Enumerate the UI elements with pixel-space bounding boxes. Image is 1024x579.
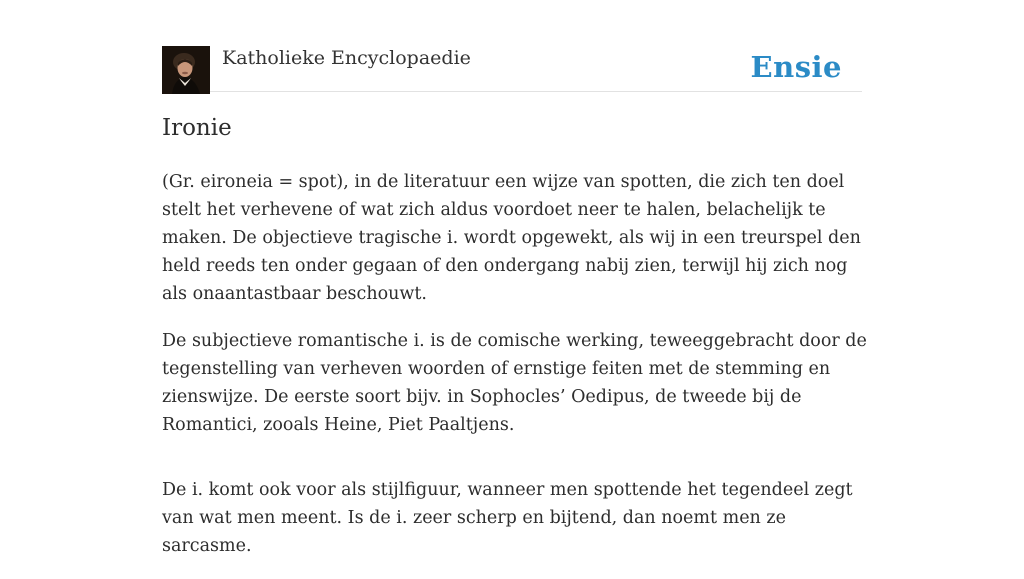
article-title: Ironie — [162, 115, 232, 141]
site-name[interactable]: Katholieke Encyclopaedie — [222, 47, 471, 69]
ensie-logo[interactable]: Ensie — [750, 50, 842, 84]
article-paragraph: De i. komt ook voor als stijlfiguur, wanneer men spottende het tegendeel zegt van wat men meent. Is de i. zeer scherp en bijtend, dan noemt men ze sarcasme. — [162, 480, 853, 556]
article-paragraph: (Gr. eironeia = spot), in de literatuur een wijze van spotten, die zich ten doel stelt het verhevene of wat zich aldus voordoet neer te halen, belachelijk te maken. De objectieve tragische i. wordt opgewekt, als wij in een treurspel den held reeds ten onder gegaan of den ondergang nabij zien, terwijl hij zich nog als onaantastbaar beschouwt. — [162, 172, 861, 304]
article-paragraph: De subjectieve romantische i. is de comische werking, teweeggebracht door de tegenstelling van verheven woorden of ernstige feiten met de stemming en zienswijze. De eerste soort bijv. in Sophocles’ Oedipus, de tweede bij de Romantici, zooals Heine, Piet Paaltjens. — [162, 331, 867, 435]
avatar[interactable] — [162, 46, 210, 94]
site-header — [162, 46, 862, 92]
article-body — [162, 168, 872, 579]
portrait-avatar-icon — [162, 46, 210, 94]
